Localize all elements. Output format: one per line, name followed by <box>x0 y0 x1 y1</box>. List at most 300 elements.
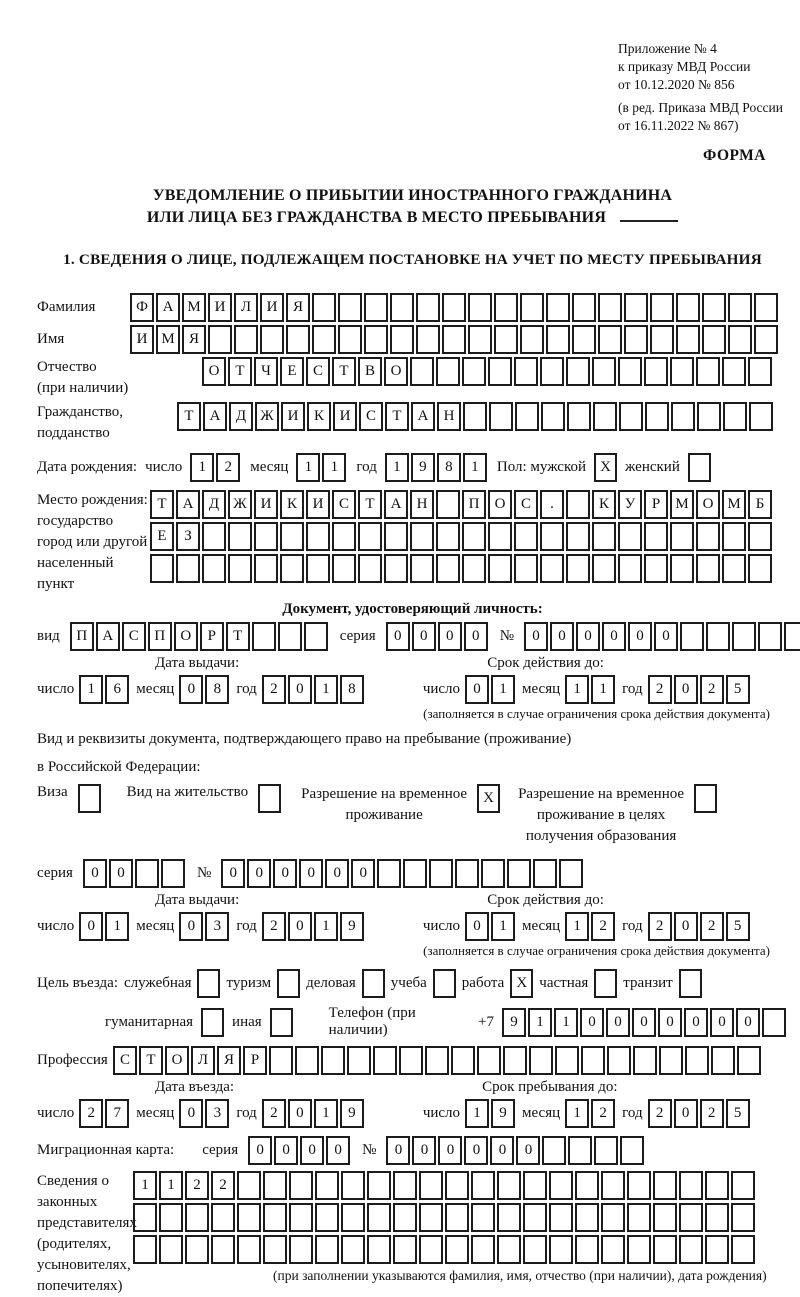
char-box <box>598 293 622 322</box>
char-box: 5 <box>726 675 750 704</box>
month-label: месяц <box>136 681 175 697</box>
issue-year-cells <box>262 912 366 941</box>
char-box <box>697 402 721 431</box>
char-box: К <box>592 490 616 519</box>
birth-month-cells <box>296 453 348 482</box>
purpose-opt-label: частная <box>539 975 589 991</box>
char-box <box>159 1203 183 1232</box>
year-label: год <box>236 918 257 934</box>
stay-until-label: Срок пребывания до: <box>482 1079 618 1095</box>
entry-year-cells <box>262 1099 366 1128</box>
char-box <box>295 1046 319 1075</box>
char-box: Т <box>385 402 409 431</box>
profession-row <box>37 1046 788 1075</box>
birth-year-cells <box>385 453 489 482</box>
birth-place-label <box>37 490 150 595</box>
seriya-label: серия <box>339 628 376 644</box>
char-box <box>462 554 486 583</box>
temp-residence-label <box>301 784 467 826</box>
residence-options-row <box>37 784 788 847</box>
char-box: И <box>254 490 278 519</box>
char-box <box>659 1046 683 1075</box>
char-box: 0 <box>524 622 548 651</box>
month-label: месяц <box>250 459 289 475</box>
amendment-line: от 16.11.2022 № 867) <box>618 118 739 133</box>
char-box: Б <box>748 490 772 519</box>
month-label: месяц <box>522 918 561 934</box>
title-line-1: УВЕДОМЛЕНИЕ О ПРИБЫТИИ ИНОСТРАННОГО ГРАЖДАНИНА <box>152 187 673 204</box>
char-box <box>338 293 362 322</box>
char-box: 2 <box>700 675 724 704</box>
char-box <box>442 325 466 354</box>
char-box <box>315 1235 339 1264</box>
residence-permit-label: Вид на жительство <box>126 784 249 800</box>
residence-doc-line2: в Российской Федерации: <box>37 759 201 775</box>
edu-residence-line1: Разрешение на временное <box>518 786 685 802</box>
char-box: 1 <box>554 1008 578 1037</box>
birth-place-label-line1: Место рождения: <box>37 492 148 508</box>
char-box <box>419 1203 443 1232</box>
char-box: 0 <box>674 1099 698 1128</box>
char-box <box>702 293 726 322</box>
given-name-cells <box>130 325 780 354</box>
char-box <box>653 1203 677 1232</box>
char-box <box>488 554 512 583</box>
char-box <box>497 1171 521 1200</box>
month-label: месяц <box>136 1105 175 1121</box>
title-line-2: ИЛИ ЛИЦА БЕЗ ГРАЖДАНСТВА В МЕСТО ПРЕБЫВАНИЯ <box>146 209 607 226</box>
checkbox-purpose-private <box>594 969 617 998</box>
char-box <box>332 554 356 583</box>
number-label: № <box>499 628 514 644</box>
char-box: С <box>306 357 330 386</box>
char-box: 2 <box>216 453 240 482</box>
char-box <box>762 1008 786 1037</box>
char-box: О <box>202 357 226 386</box>
char-box <box>462 357 486 386</box>
temp-residence-line2: проживание <box>345 807 423 823</box>
char-box <box>540 554 564 583</box>
char-box <box>618 357 642 386</box>
char-box: 0 <box>248 1136 272 1165</box>
char-box <box>468 293 492 322</box>
char-box: О <box>384 357 408 386</box>
char-box <box>523 1203 547 1232</box>
char-box: Д <box>229 402 253 431</box>
char-box: И <box>260 293 284 322</box>
char-box <box>159 1235 183 1264</box>
char-box <box>555 1046 579 1075</box>
char-box: 1 <box>565 912 589 941</box>
char-box <box>541 402 565 431</box>
birth-place-label-line2: государство <box>37 513 114 529</box>
edu-residence-line3: получения образования <box>525 828 677 844</box>
char-box <box>670 554 694 583</box>
char-box <box>514 522 538 551</box>
char-box: 0 <box>79 912 103 941</box>
char-box <box>463 402 487 431</box>
identity-validity-note: (заполняется в случае ограничения срока действия документа) <box>423 706 770 721</box>
char-box <box>263 1235 287 1264</box>
char-box <box>373 1046 397 1075</box>
char-box: 0 <box>606 1008 630 1037</box>
char-box <box>237 1171 261 1200</box>
char-box: 0 <box>412 622 436 651</box>
char-box <box>670 522 694 551</box>
section1-heading: 1. СВЕДЕНИЯ О ЛИЦЕ, ПОДЛЕЖАЩЕМ ПОСТАНОВКЕ НА УЧЕТ ПО МЕСТУ ПРЕБЫВАНИЯ <box>63 251 762 268</box>
char-box <box>425 1046 449 1075</box>
doc-header-reference <box>618 40 788 135</box>
char-box: 8 <box>437 453 461 482</box>
entry-date <box>37 1099 366 1128</box>
char-box <box>575 1171 599 1200</box>
char-box <box>566 357 590 386</box>
char-box <box>228 522 252 551</box>
char-box: 2 <box>648 1099 672 1128</box>
char-box: 0 <box>674 912 698 941</box>
migration-card-label: Миграционная карта: <box>37 1142 175 1158</box>
char-box <box>644 554 668 583</box>
char-box <box>419 1235 443 1264</box>
char-box <box>494 293 518 322</box>
checkbox-visa <box>78 784 101 813</box>
page-title <box>37 185 788 229</box>
char-box <box>728 325 752 354</box>
char-box <box>332 522 356 551</box>
char-box <box>436 357 460 386</box>
char-box <box>185 1203 209 1232</box>
char-box <box>429 859 453 888</box>
char-box: 0 <box>247 859 271 888</box>
reference-line: Приложение № 4 <box>618 41 717 56</box>
birth-date-label: Дата рождения: <box>37 459 138 475</box>
representatives-label <box>37 1171 137 1297</box>
char-box <box>289 1235 313 1264</box>
valid-month-cells <box>565 675 617 704</box>
blank-underline <box>620 208 678 222</box>
birth-place-cells-row1 <box>150 490 774 519</box>
given-name-label: Имя <box>37 331 65 347</box>
char-box <box>696 554 720 583</box>
char-box <box>784 622 800 651</box>
char-box <box>737 1046 761 1075</box>
checkbox-purpose-official <box>197 969 220 998</box>
char-box <box>722 522 746 551</box>
month-label: месяц <box>522 681 561 697</box>
char-box <box>676 325 700 354</box>
char-box <box>306 554 330 583</box>
stay-year-cells <box>648 1099 752 1128</box>
birth-place-cells-row2 <box>150 522 774 551</box>
char-box <box>358 522 382 551</box>
char-box <box>568 1136 592 1165</box>
char-box <box>549 1171 573 1200</box>
char-box <box>601 1171 625 1200</box>
char-box: Я <box>286 293 310 322</box>
representatives-label-line4: (родителях, <box>37 1236 112 1252</box>
representatives-label-line2: законных <box>37 1194 98 1210</box>
char-box <box>135 859 159 888</box>
entry-date-heads <box>37 1079 788 1096</box>
char-box <box>620 1136 644 1165</box>
residence-validity-note: (заполняется в случае ограничения срока действия документа) <box>423 943 770 958</box>
char-box: 8 <box>205 675 229 704</box>
char-box: 1 <box>528 1008 552 1037</box>
issue-date-label: Дата выдачи: <box>155 655 240 671</box>
forma-label: ФОРМА <box>702 147 766 164</box>
residence-dates-row <box>37 912 788 941</box>
birth-place-row <box>37 490 788 595</box>
char-box: 0 <box>550 622 574 651</box>
char-box <box>624 293 648 322</box>
char-box <box>254 554 278 583</box>
citizenship-cells <box>177 402 775 431</box>
char-box <box>306 522 330 551</box>
char-box <box>312 325 336 354</box>
representatives-label-line5: усыновителях, <box>37 1257 131 1273</box>
citizenship-label-line1: Гражданство, <box>37 404 124 420</box>
char-box <box>559 859 583 888</box>
char-box <box>451 1046 475 1075</box>
char-box <box>497 1203 521 1232</box>
char-box <box>252 622 276 651</box>
char-box: М <box>670 490 694 519</box>
identity-valid-date <box>423 675 752 704</box>
char-box <box>722 357 746 386</box>
temp-residence-option <box>301 784 500 826</box>
char-box: А <box>156 293 180 322</box>
year-label: год <box>236 1105 257 1121</box>
char-box: Е <box>150 522 174 551</box>
issue-year-cells <box>262 675 366 704</box>
temp-residence-line1: Разрешение на временное <box>301 786 468 802</box>
month-label: месяц <box>522 1105 561 1121</box>
checkbox-male: X <box>594 453 617 482</box>
identity-doc-row <box>37 622 788 651</box>
char-box <box>653 1235 677 1264</box>
char-box <box>410 522 434 551</box>
char-box <box>419 1171 443 1200</box>
char-box <box>618 522 642 551</box>
entry-month-cells <box>179 1099 231 1128</box>
residence-seriya-cells <box>83 859 187 888</box>
char-box: 0 <box>386 622 410 651</box>
char-box <box>202 554 226 583</box>
char-box: 0 <box>109 859 133 888</box>
valid-day-cells <box>465 912 517 941</box>
char-box: М <box>722 490 746 519</box>
char-box: 1 <box>105 912 129 941</box>
entry-dates-row <box>37 1099 788 1128</box>
checkbox-purpose-humanitarian <box>201 1008 224 1037</box>
char-box <box>679 1235 703 1264</box>
year-label: год <box>236 681 257 697</box>
char-box: П <box>462 490 486 519</box>
valid-until-label: Срок действия до: <box>487 892 604 908</box>
char-box: И <box>333 402 357 431</box>
char-box: 2 <box>591 912 615 941</box>
char-box: Ж <box>228 490 252 519</box>
char-box <box>237 1203 261 1232</box>
checkbox-purpose-business <box>362 969 385 998</box>
char-box <box>601 1235 625 1264</box>
residence-doc-line1: Вид и реквизиты документа, подтверждающего право на пребывание (проживание) <box>37 731 572 747</box>
char-box <box>445 1171 469 1200</box>
char-box <box>676 293 700 322</box>
char-box <box>377 859 401 888</box>
char-box: 0 <box>221 859 245 888</box>
checkbox-female <box>688 453 711 482</box>
char-box <box>390 325 414 354</box>
char-box <box>367 1171 391 1200</box>
char-box <box>416 325 440 354</box>
reference-line: к приказу МВД России <box>618 59 751 74</box>
char-box: 0 <box>710 1008 734 1037</box>
char-box: О <box>696 490 720 519</box>
char-box <box>542 1136 566 1165</box>
char-box: М <box>182 293 206 322</box>
char-box <box>364 325 388 354</box>
char-box <box>607 1046 631 1075</box>
char-box: 0 <box>288 675 312 704</box>
char-box: 1 <box>465 1099 489 1128</box>
char-box <box>321 1046 345 1075</box>
char-box: Н <box>410 490 434 519</box>
char-box: Р <box>200 622 224 651</box>
char-box <box>211 1235 235 1264</box>
char-box: 1 <box>159 1171 183 1200</box>
char-box <box>685 1046 709 1075</box>
birth-day-cells <box>190 453 242 482</box>
char-box: Н <box>437 402 461 431</box>
char-box: 0 <box>438 622 462 651</box>
char-box: О <box>174 622 198 651</box>
char-box <box>442 293 466 322</box>
char-box: 0 <box>83 859 107 888</box>
visa-label: Виза <box>37 784 68 800</box>
profession-cells <box>113 1046 763 1075</box>
purpose-opt-label: деловая <box>306 975 356 991</box>
checkbox-purpose-tourism <box>277 969 300 998</box>
char-box: 2 <box>700 912 724 941</box>
char-box <box>644 522 668 551</box>
char-box: О <box>165 1046 189 1075</box>
char-box <box>347 1046 371 1075</box>
char-box: В <box>358 357 382 386</box>
char-box: 9 <box>340 912 364 941</box>
purpose-opt-label: туризм <box>226 975 272 991</box>
issue-day-cells <box>79 675 131 704</box>
char-box <box>477 1046 501 1075</box>
char-box <box>489 402 513 431</box>
char-box: 0 <box>465 675 489 704</box>
valid-day-cells <box>465 675 517 704</box>
char-box <box>234 325 258 354</box>
entry-day-cells <box>79 1099 131 1128</box>
char-box: Т <box>332 357 356 386</box>
valid-until-label: Срок действия до: <box>487 655 604 671</box>
char-box <box>455 859 479 888</box>
char-box: . <box>540 490 564 519</box>
surname-label: Фамилия <box>37 299 96 315</box>
representatives-cells-row3 <box>133 1235 767 1264</box>
char-box <box>572 325 596 354</box>
char-box <box>410 357 434 386</box>
char-box <box>150 554 174 583</box>
char-box: 2 <box>211 1171 235 1200</box>
birth-place-label-line3: город или другой <box>37 534 148 550</box>
issue-day-cells <box>79 912 131 941</box>
char-box: 0 <box>684 1008 708 1037</box>
char-box <box>399 1046 423 1075</box>
char-box: И <box>281 402 305 431</box>
char-box <box>393 1203 417 1232</box>
migration-seriya-cells <box>248 1136 352 1165</box>
char-box <box>732 622 756 651</box>
char-box <box>393 1235 417 1264</box>
char-box <box>176 554 200 583</box>
day-label: число <box>145 459 183 475</box>
char-box: 1 <box>79 675 103 704</box>
char-box: С <box>332 490 356 519</box>
char-box <box>572 293 596 322</box>
char-box: А <box>203 402 227 431</box>
patronymic-row <box>37 357 788 399</box>
checkbox-purpose-other <box>270 1008 293 1037</box>
birth-place-cells-row3 <box>150 554 774 583</box>
month-label: месяц <box>136 918 175 934</box>
char-box <box>567 402 591 431</box>
char-box: Т <box>139 1046 163 1075</box>
char-box: Е <box>280 357 304 386</box>
char-box <box>269 1046 293 1075</box>
char-box <box>627 1203 651 1232</box>
stay-day-cells <box>465 1099 517 1128</box>
vid-label: вид <box>37 628 60 644</box>
char-box <box>549 1235 573 1264</box>
char-box: 2 <box>648 912 672 941</box>
char-box <box>390 293 414 322</box>
char-box <box>436 490 460 519</box>
char-box <box>627 1171 651 1200</box>
representatives-label-line1: Сведения о <box>37 1173 109 1189</box>
char-box <box>497 1235 521 1264</box>
char-box: 2 <box>591 1099 615 1128</box>
char-box: А <box>176 490 200 519</box>
residence-permit-option <box>127 784 281 813</box>
char-box <box>731 1171 755 1200</box>
char-box: 0 <box>351 859 375 888</box>
char-box <box>364 293 388 322</box>
char-box: А <box>411 402 435 431</box>
representatives-row <box>37 1171 788 1297</box>
char-box: 3 <box>205 912 229 941</box>
char-box: Т <box>226 622 250 651</box>
char-box <box>393 1171 417 1200</box>
issue-month-cells <box>179 912 231 941</box>
char-box <box>514 554 538 583</box>
char-box <box>367 1203 391 1232</box>
char-box <box>445 1235 469 1264</box>
citizenship-label-line2: подданство <box>37 425 110 441</box>
char-box: Т <box>228 357 252 386</box>
residence-issue-date <box>37 912 366 941</box>
char-box <box>758 622 782 651</box>
char-box <box>228 554 252 583</box>
char-box: М <box>156 325 180 354</box>
char-box <box>680 622 704 651</box>
char-box: 0 <box>465 912 489 941</box>
